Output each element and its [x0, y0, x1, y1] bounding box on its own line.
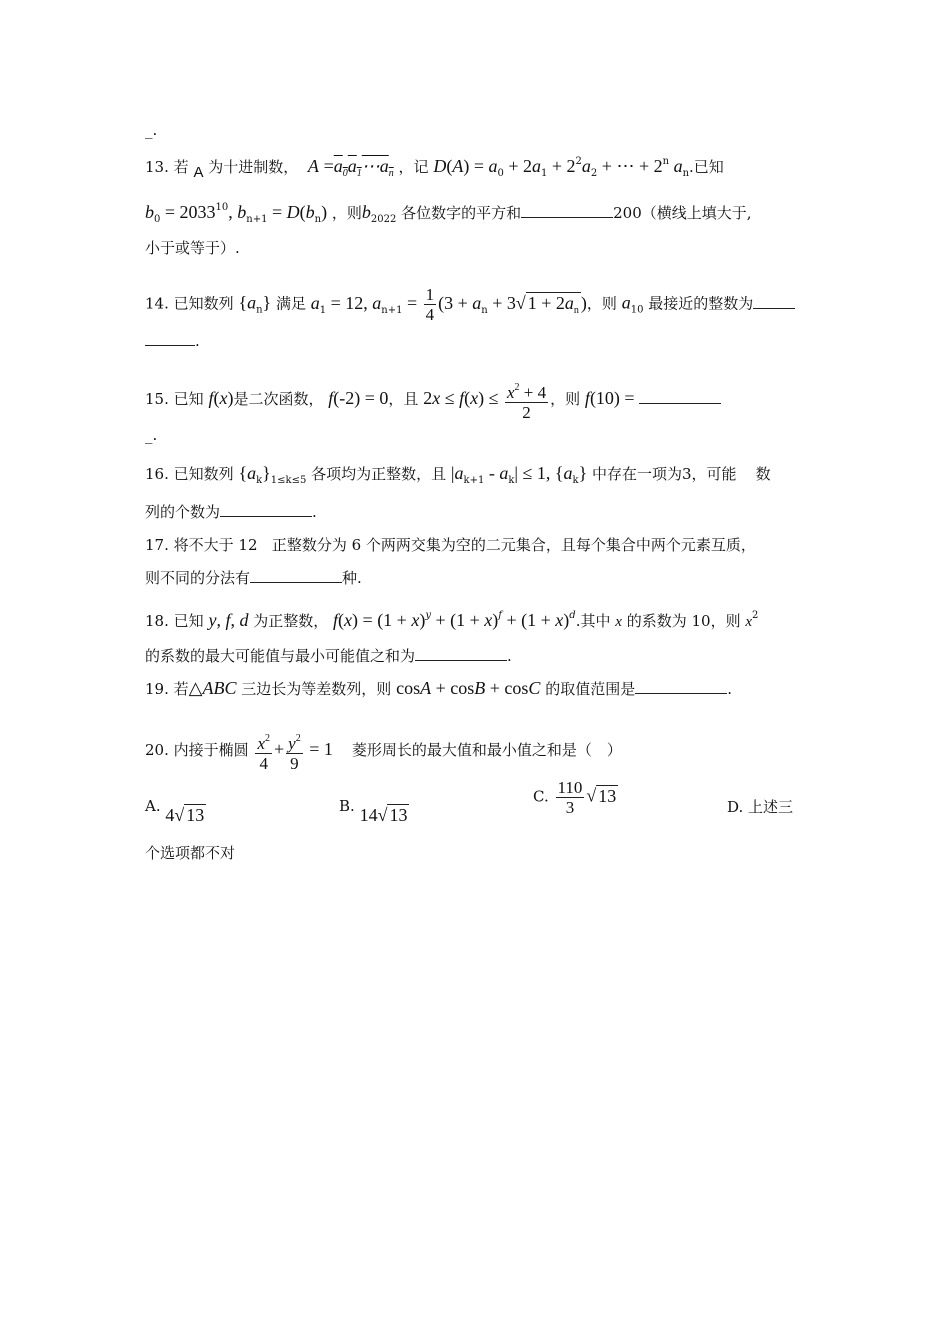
question-18: 18. 已知 y, f, d 为正整数， $f(x) = (1 + x)^y + (1 + x)^f + (1 + x)^d$.其中 x 的系数为 10，则 $x^2$ [145, 610, 759, 630]
q13-formula-b: $b_0 = 2033^{10}$, $b_{n+1} = D(b_n)$ [145, 202, 328, 225]
q18-number: 18. [145, 612, 169, 630]
q13-answer-blank[interactable] [521, 203, 613, 218]
option-d-continued: 个选项都不对 [145, 844, 236, 862]
document-page: _. 13. 若 A 为十进制数， $A =a_0a_1\cdots a_n$ ，记 $D(A) = a_0 + 2a_1 + 2^2a_2$ + ⋯ + $2^n$ $a_n$.已知 $b_0 = 2033^{10}$, $b_{n+1} = D(b_n)$ ，则$b_{2022}$ 各位数字的平方和 200（横线上填大于, 小于或等于）. 14. 已知数列 $\{a_n\}$ 满足 $a_1 = 12$, $a_{n+1}$ = $\frac{1}{4}$ ($3 + a_n + 3√$ $1 + 2a_n$ )，则 $a_{10}$ 最接近的整数为 . 15. 已知 f(x)是二次函数， f(-2) = 0，且 2x ≤ f(x) ≤ $\frac{x^2 + 4}{2}$ ，则 f(10) = _. 16. 已知数列 $\{a_k\}_{1\le k\le 5}$ 各项均为正整数，且 $|a_{k+1} - a_k| \le 1$, $\{a_k\}$ 中存在一项为3，可能 数 列的个数为 . 17. 将不大于 12 正整数分为 6 个两两交集为空的二元集合，且每个集合中两个元素互质， 则不同的分法有 种. 18. 已知 y, f, d 为正整数， $f(x) = (1 + x)^y + (1 + x)^f + (1 + x)^d$.其中 x 的系数为 10，则 $x^2$ 的系数的最大可能值与最小可能值之和为 . 19. 若△ABC 三边长为等差数列，则 cosA + cosB + cosC 的取值范围是 . 20. 内接于椭圆 $\frac{x^2}{4}$ + $\frac{y^2}{9}$ = 1 菱形周长的最大值和最小值之和是（ ） A. 4√ 13 B. 14√ 13 C. $\frac{110}{3}$ √ 13 D. 上述三 个选项都不对 [0, 0, 950, 1344]
q19-formula: cosA + cosB + cosC [396, 678, 541, 698]
option-d[interactable]: D. 上述三 [727, 798, 794, 816]
q19-number: 19. [145, 680, 169, 698]
question-17: 17. 将不大于 12 正整数分为 6 个两两交集为空的二元集合，且每个集合中两个元素互质， [145, 536, 756, 554]
question-13-line2: $b_0 = 2033^{10}$, $b_{n+1} = D(b_n)$ ，则$b_{2022}$ 各位数字的平方和 200（横线上填大于, [145, 202, 752, 225]
q14-answer-blank[interactable] [753, 294, 795, 309]
option-a[interactable]: A. 4√ 13 [145, 797, 205, 825]
q17-number: 17. [145, 536, 169, 554]
q15-number: 15. [145, 390, 169, 408]
q18-answer-blank[interactable] [415, 646, 507, 661]
q13-formula-A: $A =a_0a_1\cdots a_n$ [307, 156, 394, 179]
q19-answer-blank[interactable] [635, 679, 727, 694]
q13-number: 13. [145, 158, 169, 176]
question-20: 20. 内接于椭圆 $\frac{x^2}{4}$ + $\frac{y^2}{9}$ = 1 菱形周长的最大值和最小值之和是（ ） [145, 729, 622, 773]
q16-answer-blank[interactable] [220, 502, 312, 517]
q18-formula: $f(x) = (1 + x)^y + (1 + x)^f + (1 + x)^d$ [333, 610, 576, 630]
option-c[interactable]: C. $\frac{110}{3}$ √ 13 [533, 778, 617, 817]
q15-inequality: 2x ≤ f(x) ≤ $\frac{x^2 + 4}{2}$ [423, 390, 550, 408]
question-13: 13. 若 A 为十进制数， $A =a_0a_1\cdots a_n$ ，记 $D(A) = a_0 + 2a_1 + 2^2a_2$ + ⋯ + $2^n$ $a_n$.已知 [145, 156, 724, 181]
question-15: 15. 已知 f(x)是二次函数， f(-2) = 0，且 2x ≤ f(x) ≤ $\frac{x^2 + 4}{2}$ ，则 f(10) = [145, 378, 721, 422]
question-14: 14. 已知数列 $\{a_n\}$ 满足 $a_1 = 12$, $a_{n+1}$ = $\frac{1}{4}$ ($3 + a_n + 3√$ $1 + 2a_n$ )，则 $a_{10}$ 最接近的整数为 [145, 285, 795, 324]
q13-formula-D: $D(A) = a_0 + 2a_1 + 2^2a_2$ + ⋯ + $2^n$ $a_n$ [433, 156, 690, 179]
q20-number: 20. [145, 741, 169, 759]
q16-number: 16. [145, 465, 169, 483]
question-19: 19. 若△ABC 三边长为等差数列，则 cosA + cosB + cosC 的取值范围是 . [145, 678, 732, 698]
q17-answer-blank[interactable] [250, 568, 342, 583]
q15-answer-blank[interactable] [639, 389, 721, 404]
q14-number: 14. [145, 294, 169, 313]
top-fragment: _. [145, 121, 158, 139]
question-16: 16. 已知数列 $\{a_k\}_{1\le k\le 5}$ 各项均为正整数，且 $|a_{k+1} - a_k| \le 1$, $\{a_k\}$ 中存在一项为3，可能 数 [145, 463, 771, 486]
option-b[interactable]: B. 14√ 13 [339, 797, 408, 825]
q16-formula: $|a_{k+1} - a_k| \le 1$, $\{a_k\}$ [450, 463, 588, 486]
q14-answer-blank-cont[interactable] [145, 331, 195, 346]
q20-ellipse-formula: $\frac{x^2}{4}$ + $\frac{y^2}{9}$ = 1 [253, 741, 332, 759]
q14-formula: $a_1 = 12$, $a_{n+1}$ = $\frac{1}{4}$ ($3 + a_n + 3√$ $1 + 2a_n$ ) [310, 285, 587, 324]
